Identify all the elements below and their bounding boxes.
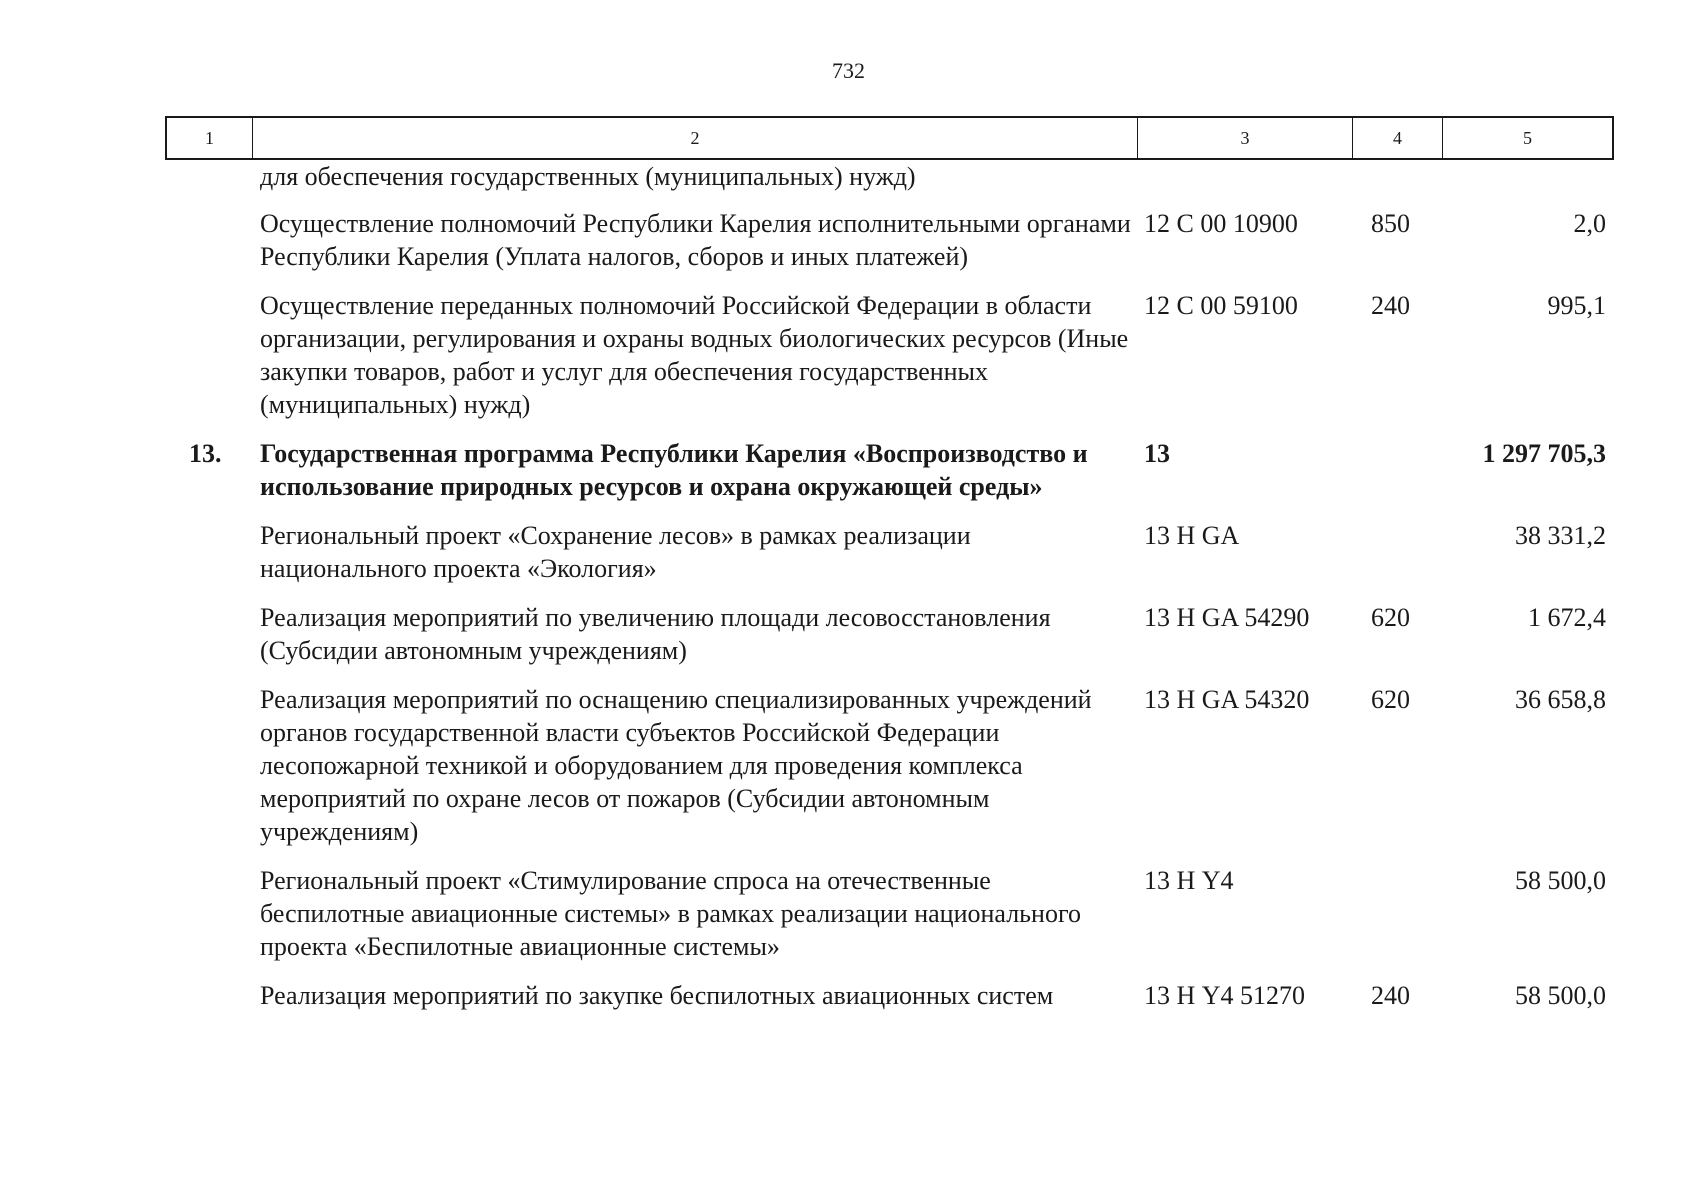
row-name: Региональный проект «Сохранение лесов» в рамках реализации национального проекта «Экология» <box>260 521 971 583</box>
row-name: Государственная программа Республики Карелия «Воспроизводство и использование природных ресурсов и охрана окружающей среды» <box>260 439 1088 501</box>
row-amount: 58 500,0 <box>1515 866 1606 895</box>
row-amount: 1 672,4 <box>1528 603 1606 632</box>
row-type: 240 <box>1371 981 1410 1010</box>
row-amount: 2,0 <box>1573 209 1606 238</box>
row-number: 13. <box>189 439 222 468</box>
row-name: Осуществление полномочий Республики Карелия исполнительными органами Республики Карелия (Уплата налогов, сборов и иных платежей) <box>260 209 1131 271</box>
table-row <box>165 864 1614 963</box>
row-amount: 995,1 <box>1547 291 1606 320</box>
row-name: Реализация мероприятий по закупке беспилотных авиационных систем <box>260 981 1054 1010</box>
table-header-row <box>165 116 1614 160</box>
column-header-3: 3 <box>1138 118 1353 158</box>
row-name: Региональный проект «Стимулирование спроса на отечественные беспилотные авиационные системы» в рамках реализации национального проекта «Беспилотные авиационные системы» <box>260 866 1081 961</box>
row-code: 12 С 00 10900 <box>1144 209 1298 238</box>
row-name: Осуществление переданных полномочий Российской Федерации в области организации, регулирования и охраны водных биологических ресурсов (Иные закупки товаров, работ и услуг для обеспечения государственных (муниципальных) нужд) <box>260 291 1129 419</box>
row-type: 240 <box>1371 291 1410 320</box>
table-row <box>165 160 1614 193</box>
row-name: Реализация мероприятий по оснащению специализированных учреждений органов государственной власти субъектов Российской Федерации лесопожарной техникой и оборудованием для проведения комплекса мероприятий по охране лесов от пожаров (Субсидии автономным учреждениям) <box>260 685 1092 846</box>
row-code: 13 Н GA 54290 <box>1144 603 1310 632</box>
row-code: 12 С 00 59100 <box>1144 291 1298 320</box>
row-type <box>1351 160 1441 193</box>
row-name: Реализация мероприятий по увеличению площади лесовосстановления (Субсидии автономным учреждениям) <box>260 603 1051 665</box>
row-amount: 1 297 705,3 <box>1482 439 1606 468</box>
row-code: 13 Н GA <box>1144 521 1240 550</box>
row-type <box>1351 519 1441 585</box>
row-amount: 36 658,8 <box>1515 685 1606 714</box>
row-code: 13 Н GA 54320 <box>1144 685 1310 714</box>
table-row <box>165 683 1614 848</box>
row-name: для обеспечения государственных (муниципальных) нужд) <box>260 162 916 191</box>
row-code: 13 <box>1144 439 1170 468</box>
row-code: 13 Н Y4 51270 <box>1144 981 1306 1010</box>
table-row <box>165 979 1614 1012</box>
column-header-4: 4 <box>1353 118 1443 158</box>
row-type: 850 <box>1371 209 1410 238</box>
table-row <box>165 437 1614 503</box>
row-code: 13 Н Y4 <box>1144 866 1234 895</box>
row-amount: 38 331,2 <box>1515 521 1606 550</box>
table-body <box>165 160 1614 1028</box>
column-header-2: 2 <box>253 118 1138 158</box>
table-row <box>165 519 1614 585</box>
column-header-5: 5 <box>1523 127 1532 148</box>
row-type <box>1351 437 1441 503</box>
row-code <box>1136 160 1351 193</box>
row-amount: 58 500,0 <box>1515 981 1606 1010</box>
column-header-1: 1 <box>167 118 253 158</box>
page-number: 732 <box>832 58 865 83</box>
table-row <box>165 601 1614 667</box>
row-type: 620 <box>1371 603 1410 632</box>
table-row <box>165 289 1614 421</box>
row-amount <box>1441 160 1614 193</box>
row-type <box>1351 864 1441 963</box>
row-type: 620 <box>1371 685 1410 714</box>
table-row <box>165 207 1614 273</box>
